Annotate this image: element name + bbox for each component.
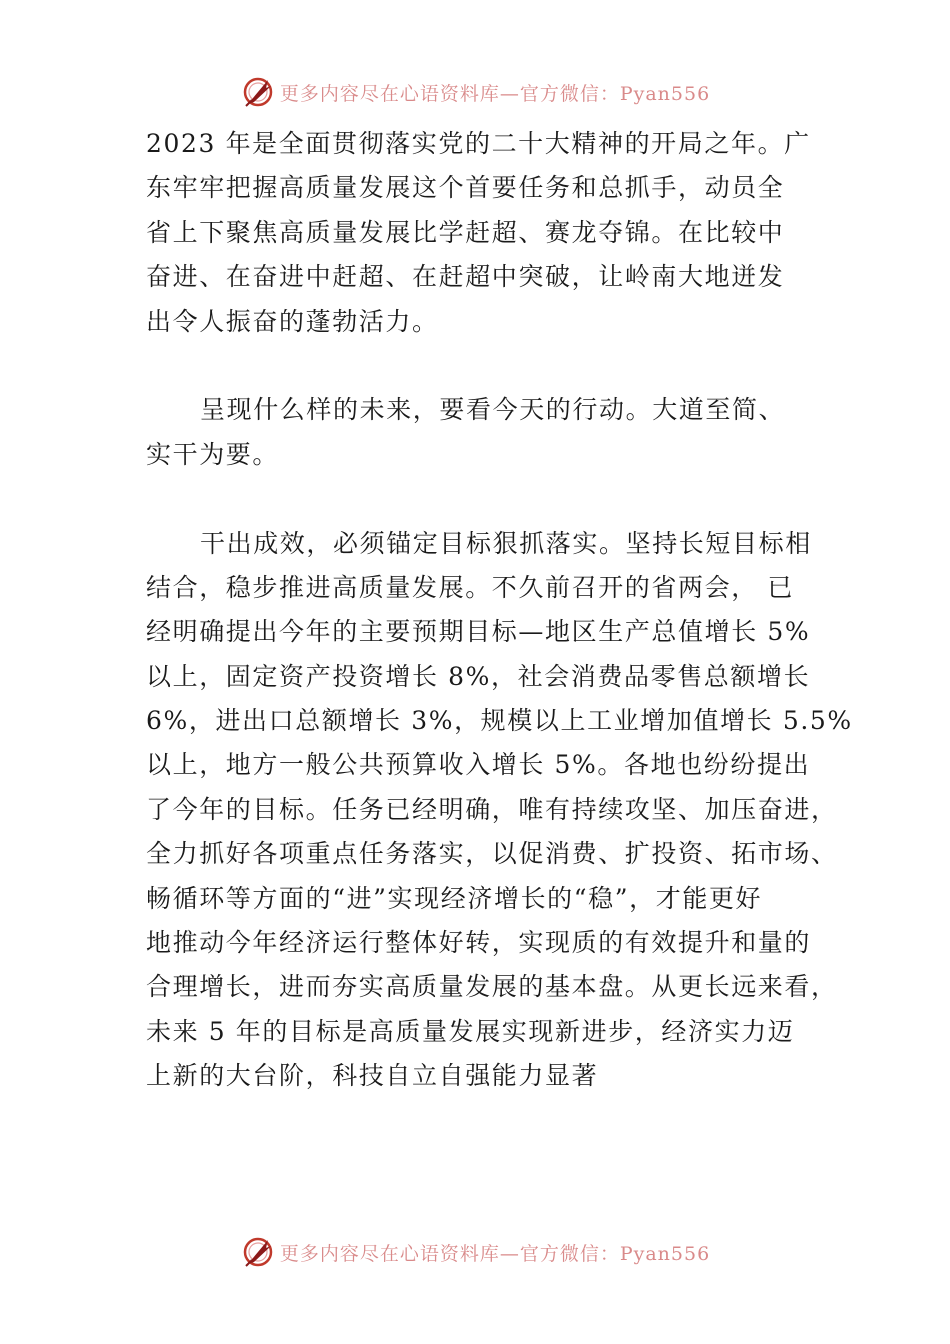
paragraph-1 xyxy=(146,122,836,344)
paragraph-gap xyxy=(146,344,836,388)
paragraph-3 xyxy=(146,522,853,1099)
text-line: 以上，地方一般公共预算收入增长 5%。各地也纷纷提出 xyxy=(146,750,811,780)
text-line: 呈现什么样的未来，要看今天的行动。大道至简、 xyxy=(200,395,786,425)
text-line: 地推动今年经济运行整体好转，实现质的有效提升和量的 xyxy=(146,928,812,958)
text-line: 干出成效，必须锚定目标狠抓落实。坚持长短目标相 xyxy=(200,528,812,558)
text-line: 2023 年是全面贯彻落实党的二十大精神的开局之年。广 xyxy=(146,129,811,158)
text-line: 以上，固定资产投资增长 8%，社会消费品零售总额增长 xyxy=(146,661,811,691)
text-line: 6%，进出口总额增长 3%，规模以上工业增加值增长 5.5% xyxy=(146,706,853,736)
text-line: 畅循环等方面的“进”实现经济增长的“稳”，才能更好 xyxy=(146,883,763,913)
footer-watermark-text: 更多内容尽在心语资料库—官方微信：Pyan556 xyxy=(279,1242,711,1265)
text-line: 未来 5 年的目标是高质量发展实现新进步，经济实力迈 xyxy=(146,1016,795,1046)
text-line: 实干为要。 xyxy=(146,439,280,469)
text-line: 合理增长，进而夯实高质量发展的基本盘。从更长远来看， xyxy=(146,972,838,1002)
paragraph-2 xyxy=(146,388,836,477)
quill-logo-icon xyxy=(240,74,276,110)
text-line: 全力抓好各项重点任务落实，以促消费、扩投资、拓市场、 xyxy=(146,839,838,869)
text-line: 上新的大台阶，科技自立自强能力显著 xyxy=(146,1061,599,1091)
text-line: 省上下聚焦高质量发展比学赶超、赛龙夺锦。在比较中 xyxy=(146,217,785,247)
paragraph-gap xyxy=(146,477,836,521)
quill-logo-icon xyxy=(240,1234,276,1270)
text-line: 东牢牢把握高质量发展这个首要任务和总抓手，动员全 xyxy=(146,173,785,203)
text-line: 了今年的目标。任务已经明确，唯有持续攻坚、加压奋进， xyxy=(146,794,838,824)
text-line: 经明确提出今年的主要预期目标—地区生产总值增长 5% xyxy=(146,617,811,647)
text-line: 结合，稳步推进高质量发展。不久前召开的省两会， 已 xyxy=(146,572,794,602)
text-line: 出令人振奋的蓬勃活力。 xyxy=(146,306,439,336)
footer-watermark xyxy=(0,1232,950,1272)
text-line: 奋进、在奋进中赶超、在赶超中突破，让岭南大地迸发 xyxy=(146,262,785,292)
header-watermark xyxy=(0,72,950,112)
document-body xyxy=(146,122,853,1099)
header-watermark-text: 更多内容尽在心语资料库—官方微信：Pyan556 xyxy=(279,82,711,105)
